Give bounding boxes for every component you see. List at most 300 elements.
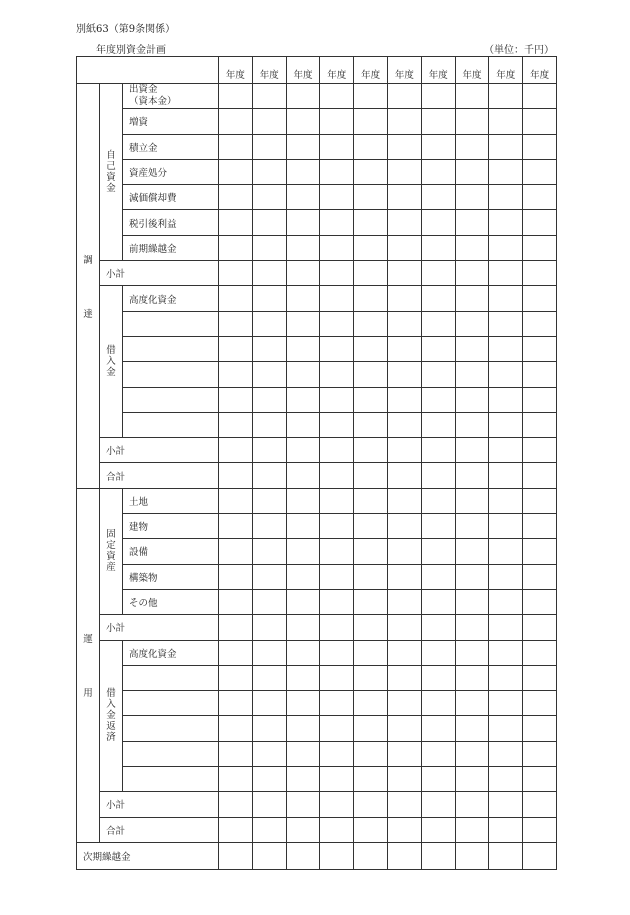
subtotal-value-cell[interactable]	[455, 792, 489, 817]
borrowings-value-cell[interactable]	[421, 362, 455, 387]
own_funds-value-cell[interactable]	[219, 109, 253, 134]
borrowings-value-cell[interactable]	[455, 387, 489, 412]
own_funds-value-cell[interactable]	[489, 185, 523, 210]
borrowings-value-cell[interactable]	[219, 311, 253, 336]
fixed_assets-value-cell[interactable]	[388, 589, 422, 614]
borrowings-value-cell[interactable]	[388, 412, 422, 437]
borrowings-value-cell[interactable]	[455, 311, 489, 336]
repayment-value-cell[interactable]	[489, 767, 523, 792]
own_funds-value-cell[interactable]	[320, 185, 354, 210]
subtotal-value-cell[interactable]	[354, 792, 388, 817]
total-value-cell[interactable]	[421, 817, 455, 842]
subtotal-value-cell[interactable]	[388, 792, 422, 817]
own_funds-value-cell[interactable]	[354, 185, 388, 210]
own_funds-value-cell[interactable]	[320, 210, 354, 235]
carryover-value-cell[interactable]	[523, 842, 557, 869]
repayment-value-cell[interactable]	[421, 640, 455, 665]
repayment-value-cell[interactable]	[320, 640, 354, 665]
borrowings-value-cell[interactable]	[320, 362, 354, 387]
own_funds-value-cell[interactable]	[252, 235, 286, 260]
total-value-cell[interactable]	[489, 463, 523, 488]
own_funds-value-cell[interactable]	[489, 159, 523, 184]
fixed_assets-value-cell[interactable]	[219, 539, 253, 564]
borrowings-value-cell[interactable]	[388, 336, 422, 361]
borrowings-value-cell[interactable]	[455, 286, 489, 311]
repayment-value-cell[interactable]	[320, 741, 354, 766]
borrowings-value-cell[interactable]	[320, 412, 354, 437]
fixed_assets-value-cell[interactable]	[320, 539, 354, 564]
own_funds-value-cell[interactable]	[421, 84, 455, 109]
repayment-value-cell[interactable]	[523, 665, 557, 690]
own_funds-value-cell[interactable]	[252, 109, 286, 134]
fixed_assets-value-cell[interactable]	[523, 589, 557, 614]
repayment-value-cell[interactable]	[421, 691, 455, 716]
subtotal-value-cell[interactable]	[489, 615, 523, 640]
repayment-value-cell[interactable]	[354, 665, 388, 690]
own_funds-value-cell[interactable]	[320, 84, 354, 109]
subtotal-value-cell[interactable]	[388, 438, 422, 463]
borrowings-value-cell[interactable]	[421, 286, 455, 311]
total-value-cell[interactable]	[219, 817, 253, 842]
repayment-value-cell[interactable]	[421, 741, 455, 766]
own_funds-value-cell[interactable]	[320, 235, 354, 260]
subtotal-value-cell[interactable]	[252, 261, 286, 286]
borrowings-value-cell[interactable]	[354, 412, 388, 437]
own_funds-value-cell[interactable]	[219, 235, 253, 260]
repayment-value-cell[interactable]	[455, 665, 489, 690]
own_funds-value-cell[interactable]	[421, 210, 455, 235]
carryover-value-cell[interactable]	[455, 842, 489, 869]
borrowings-value-cell[interactable]	[252, 412, 286, 437]
borrowings-value-cell[interactable]	[252, 387, 286, 412]
own_funds-value-cell[interactable]	[489, 84, 523, 109]
fixed_assets-value-cell[interactable]	[286, 589, 320, 614]
total-value-cell[interactable]	[219, 463, 253, 488]
subtotal-value-cell[interactable]	[354, 615, 388, 640]
total-value-cell[interactable]	[388, 463, 422, 488]
repayment-value-cell[interactable]	[219, 691, 253, 716]
borrowings-value-cell[interactable]	[286, 336, 320, 361]
own_funds-value-cell[interactable]	[455, 210, 489, 235]
carryover-value-cell[interactable]	[354, 842, 388, 869]
fixed_assets-value-cell[interactable]	[421, 589, 455, 614]
subtotal-value-cell[interactable]	[320, 261, 354, 286]
fixed_assets-value-cell[interactable]	[523, 564, 557, 589]
own_funds-value-cell[interactable]	[455, 235, 489, 260]
subtotal-value-cell[interactable]	[252, 792, 286, 817]
own_funds-value-cell[interactable]	[455, 109, 489, 134]
subtotal-value-cell[interactable]	[489, 792, 523, 817]
fixed_assets-value-cell[interactable]	[388, 514, 422, 539]
borrowings-value-cell[interactable]	[320, 311, 354, 336]
fixed_assets-value-cell[interactable]	[455, 589, 489, 614]
subtotal-value-cell[interactable]	[286, 438, 320, 463]
own_funds-value-cell[interactable]	[388, 134, 422, 159]
fixed_assets-value-cell[interactable]	[455, 514, 489, 539]
repayment-value-cell[interactable]	[286, 640, 320, 665]
repayment-value-cell[interactable]	[421, 767, 455, 792]
borrowings-value-cell[interactable]	[523, 362, 557, 387]
carryover-value-cell[interactable]	[219, 842, 253, 869]
repayment-value-cell[interactable]	[219, 640, 253, 665]
repayment-value-cell[interactable]	[286, 767, 320, 792]
repayment-value-cell[interactable]	[523, 640, 557, 665]
own_funds-value-cell[interactable]	[489, 235, 523, 260]
own_funds-value-cell[interactable]	[354, 159, 388, 184]
own_funds-value-cell[interactable]	[286, 235, 320, 260]
repayment-value-cell[interactable]	[455, 716, 489, 741]
repayment-value-cell[interactable]	[354, 691, 388, 716]
own_funds-value-cell[interactable]	[286, 210, 320, 235]
own_funds-value-cell[interactable]	[354, 84, 388, 109]
subtotal-value-cell[interactable]	[489, 261, 523, 286]
repayment-value-cell[interactable]	[286, 716, 320, 741]
fixed_assets-value-cell[interactable]	[388, 539, 422, 564]
fixed_assets-value-cell[interactable]	[286, 488, 320, 513]
repayment-value-cell[interactable]	[252, 716, 286, 741]
borrowings-value-cell[interactable]	[421, 387, 455, 412]
borrowings-value-cell[interactable]	[489, 336, 523, 361]
fixed_assets-value-cell[interactable]	[320, 589, 354, 614]
own_funds-value-cell[interactable]	[219, 159, 253, 184]
borrowings-value-cell[interactable]	[421, 412, 455, 437]
own_funds-value-cell[interactable]	[219, 134, 253, 159]
repayment-value-cell[interactable]	[455, 640, 489, 665]
own_funds-value-cell[interactable]	[455, 159, 489, 184]
borrowings-value-cell[interactable]	[320, 286, 354, 311]
repayment-value-cell[interactable]	[489, 640, 523, 665]
fixed_assets-value-cell[interactable]	[455, 488, 489, 513]
borrowings-value-cell[interactable]	[286, 412, 320, 437]
carryover-value-cell[interactable]	[286, 842, 320, 869]
subtotal-value-cell[interactable]	[286, 792, 320, 817]
fixed_assets-value-cell[interactable]	[320, 564, 354, 589]
borrowings-value-cell[interactable]	[421, 336, 455, 361]
repayment-value-cell[interactable]	[388, 767, 422, 792]
repayment-value-cell[interactable]	[354, 741, 388, 766]
repayment-value-cell[interactable]	[354, 767, 388, 792]
repayment-value-cell[interactable]	[219, 716, 253, 741]
own_funds-value-cell[interactable]	[219, 84, 253, 109]
borrowings-value-cell[interactable]	[489, 311, 523, 336]
subtotal-value-cell[interactable]	[219, 438, 253, 463]
borrowings-value-cell[interactable]	[354, 336, 388, 361]
borrowings-value-cell[interactable]	[252, 336, 286, 361]
repayment-value-cell[interactable]	[219, 741, 253, 766]
repayment-value-cell[interactable]	[219, 665, 253, 690]
fixed_assets-value-cell[interactable]	[354, 488, 388, 513]
borrowings-value-cell[interactable]	[388, 311, 422, 336]
total-value-cell[interactable]	[252, 463, 286, 488]
own_funds-value-cell[interactable]	[286, 84, 320, 109]
borrowings-value-cell[interactable]	[489, 412, 523, 437]
repayment-value-cell[interactable]	[489, 665, 523, 690]
own_funds-value-cell[interactable]	[320, 134, 354, 159]
own_funds-value-cell[interactable]	[523, 210, 557, 235]
borrowings-value-cell[interactable]	[320, 336, 354, 361]
own_funds-value-cell[interactable]	[523, 159, 557, 184]
fixed_assets-value-cell[interactable]	[388, 564, 422, 589]
repayment-value-cell[interactable]	[252, 741, 286, 766]
own_funds-value-cell[interactable]	[388, 159, 422, 184]
repayment-value-cell[interactable]	[252, 691, 286, 716]
own_funds-value-cell[interactable]	[354, 109, 388, 134]
borrowings-value-cell[interactable]	[421, 311, 455, 336]
fixed_assets-value-cell[interactable]	[286, 514, 320, 539]
repayment-value-cell[interactable]	[320, 691, 354, 716]
borrowings-value-cell[interactable]	[219, 362, 253, 387]
carryover-value-cell[interactable]	[388, 842, 422, 869]
borrowings-value-cell[interactable]	[523, 412, 557, 437]
own_funds-value-cell[interactable]	[320, 159, 354, 184]
fixed_assets-value-cell[interactable]	[523, 488, 557, 513]
total-value-cell[interactable]	[286, 463, 320, 488]
borrowings-value-cell[interactable]	[523, 311, 557, 336]
total-value-cell[interactable]	[252, 817, 286, 842]
subtotal-value-cell[interactable]	[421, 615, 455, 640]
fixed_assets-value-cell[interactable]	[286, 539, 320, 564]
subtotal-value-cell[interactable]	[421, 438, 455, 463]
own_funds-value-cell[interactable]	[354, 235, 388, 260]
own_funds-value-cell[interactable]	[252, 134, 286, 159]
own_funds-value-cell[interactable]	[489, 134, 523, 159]
own_funds-value-cell[interactable]	[523, 235, 557, 260]
fixed_assets-value-cell[interactable]	[388, 488, 422, 513]
own_funds-value-cell[interactable]	[489, 210, 523, 235]
own_funds-value-cell[interactable]	[252, 84, 286, 109]
repayment-value-cell[interactable]	[388, 665, 422, 690]
borrowings-value-cell[interactable]	[219, 336, 253, 361]
own_funds-value-cell[interactable]	[286, 109, 320, 134]
own_funds-value-cell[interactable]	[388, 109, 422, 134]
repayment-value-cell[interactable]	[388, 691, 422, 716]
fixed_assets-value-cell[interactable]	[421, 488, 455, 513]
own_funds-value-cell[interactable]	[421, 134, 455, 159]
own_funds-value-cell[interactable]	[388, 185, 422, 210]
repayment-value-cell[interactable]	[388, 716, 422, 741]
fixed_assets-value-cell[interactable]	[354, 539, 388, 564]
fixed_assets-value-cell[interactable]	[489, 488, 523, 513]
subtotal-value-cell[interactable]	[455, 438, 489, 463]
fixed_assets-value-cell[interactable]	[354, 564, 388, 589]
repayment-value-cell[interactable]	[252, 665, 286, 690]
fixed_assets-value-cell[interactable]	[219, 514, 253, 539]
subtotal-value-cell[interactable]	[523, 438, 557, 463]
fixed_assets-value-cell[interactable]	[489, 539, 523, 564]
repayment-value-cell[interactable]	[523, 716, 557, 741]
borrowings-value-cell[interactable]	[219, 412, 253, 437]
repayment-value-cell[interactable]	[523, 741, 557, 766]
repayment-value-cell[interactable]	[320, 767, 354, 792]
borrowings-value-cell[interactable]	[252, 311, 286, 336]
own_funds-value-cell[interactable]	[388, 235, 422, 260]
repayment-value-cell[interactable]	[219, 767, 253, 792]
subtotal-value-cell[interactable]	[219, 615, 253, 640]
fixed_assets-value-cell[interactable]	[252, 564, 286, 589]
repayment-value-cell[interactable]	[489, 741, 523, 766]
own_funds-value-cell[interactable]	[388, 210, 422, 235]
subtotal-value-cell[interactable]	[354, 261, 388, 286]
fixed_assets-value-cell[interactable]	[219, 589, 253, 614]
own_funds-value-cell[interactable]	[219, 210, 253, 235]
fixed_assets-value-cell[interactable]	[286, 564, 320, 589]
borrowings-value-cell[interactable]	[455, 412, 489, 437]
subtotal-value-cell[interactable]	[523, 261, 557, 286]
carryover-value-cell[interactable]	[421, 842, 455, 869]
own_funds-value-cell[interactable]	[489, 109, 523, 134]
repayment-value-cell[interactable]	[523, 767, 557, 792]
subtotal-value-cell[interactable]	[455, 615, 489, 640]
fixed_assets-value-cell[interactable]	[455, 564, 489, 589]
carryover-value-cell[interactable]	[320, 842, 354, 869]
borrowings-value-cell[interactable]	[320, 387, 354, 412]
repayment-value-cell[interactable]	[489, 716, 523, 741]
borrowings-value-cell[interactable]	[252, 362, 286, 387]
own_funds-value-cell[interactable]	[523, 109, 557, 134]
borrowings-value-cell[interactable]	[354, 311, 388, 336]
repayment-value-cell[interactable]	[523, 691, 557, 716]
repayment-value-cell[interactable]	[252, 640, 286, 665]
repayment-value-cell[interactable]	[455, 741, 489, 766]
borrowings-value-cell[interactable]	[354, 286, 388, 311]
borrowings-value-cell[interactable]	[523, 387, 557, 412]
fixed_assets-value-cell[interactable]	[455, 539, 489, 564]
fixed_assets-value-cell[interactable]	[320, 488, 354, 513]
own_funds-value-cell[interactable]	[354, 134, 388, 159]
subtotal-value-cell[interactable]	[286, 261, 320, 286]
total-value-cell[interactable]	[354, 463, 388, 488]
fixed_assets-value-cell[interactable]	[320, 514, 354, 539]
total-value-cell[interactable]	[320, 817, 354, 842]
subtotal-value-cell[interactable]	[489, 438, 523, 463]
subtotal-value-cell[interactable]	[219, 792, 253, 817]
borrowings-value-cell[interactable]	[455, 336, 489, 361]
total-value-cell[interactable]	[523, 463, 557, 488]
fixed_assets-value-cell[interactable]	[489, 564, 523, 589]
subtotal-value-cell[interactable]	[523, 615, 557, 640]
repayment-value-cell[interactable]	[388, 741, 422, 766]
borrowings-value-cell[interactable]	[489, 387, 523, 412]
fixed_assets-value-cell[interactable]	[252, 539, 286, 564]
borrowings-value-cell[interactable]	[455, 362, 489, 387]
borrowings-value-cell[interactable]	[354, 362, 388, 387]
repayment-value-cell[interactable]	[320, 716, 354, 741]
carryover-value-cell[interactable]	[489, 842, 523, 869]
fixed_assets-value-cell[interactable]	[252, 514, 286, 539]
own_funds-value-cell[interactable]	[286, 185, 320, 210]
fixed_assets-value-cell[interactable]	[523, 514, 557, 539]
repayment-value-cell[interactable]	[354, 716, 388, 741]
own_funds-value-cell[interactable]	[455, 84, 489, 109]
own_funds-value-cell[interactable]	[455, 134, 489, 159]
fixed_assets-value-cell[interactable]	[421, 539, 455, 564]
total-value-cell[interactable]	[388, 817, 422, 842]
subtotal-value-cell[interactable]	[320, 438, 354, 463]
own_funds-value-cell[interactable]	[252, 210, 286, 235]
total-value-cell[interactable]	[286, 817, 320, 842]
repayment-value-cell[interactable]	[286, 665, 320, 690]
own_funds-value-cell[interactable]	[421, 235, 455, 260]
subtotal-value-cell[interactable]	[286, 615, 320, 640]
borrowings-value-cell[interactable]	[388, 387, 422, 412]
borrowings-value-cell[interactable]	[252, 286, 286, 311]
borrowings-value-cell[interactable]	[219, 286, 253, 311]
borrowings-value-cell[interactable]	[286, 311, 320, 336]
own_funds-value-cell[interactable]	[286, 134, 320, 159]
carryover-value-cell[interactable]	[252, 842, 286, 869]
total-value-cell[interactable]	[320, 463, 354, 488]
total-value-cell[interactable]	[523, 817, 557, 842]
subtotal-value-cell[interactable]	[455, 261, 489, 286]
borrowings-value-cell[interactable]	[489, 362, 523, 387]
fixed_assets-value-cell[interactable]	[252, 488, 286, 513]
subtotal-value-cell[interactable]	[252, 438, 286, 463]
borrowings-value-cell[interactable]	[286, 286, 320, 311]
repayment-value-cell[interactable]	[320, 665, 354, 690]
borrowings-value-cell[interactable]	[354, 387, 388, 412]
own_funds-value-cell[interactable]	[286, 159, 320, 184]
borrowings-value-cell[interactable]	[219, 387, 253, 412]
total-value-cell[interactable]	[455, 463, 489, 488]
fixed_assets-value-cell[interactable]	[421, 514, 455, 539]
own_funds-value-cell[interactable]	[523, 84, 557, 109]
subtotal-value-cell[interactable]	[320, 792, 354, 817]
borrowings-value-cell[interactable]	[388, 286, 422, 311]
own_funds-value-cell[interactable]	[421, 185, 455, 210]
own_funds-value-cell[interactable]	[455, 185, 489, 210]
subtotal-value-cell[interactable]	[421, 261, 455, 286]
subtotal-value-cell[interactable]	[388, 615, 422, 640]
borrowings-value-cell[interactable]	[523, 286, 557, 311]
subtotal-value-cell[interactable]	[421, 792, 455, 817]
repayment-value-cell[interactable]	[388, 640, 422, 665]
fixed_assets-value-cell[interactable]	[523, 539, 557, 564]
borrowings-value-cell[interactable]	[286, 387, 320, 412]
fixed_assets-value-cell[interactable]	[252, 589, 286, 614]
fixed_assets-value-cell[interactable]	[489, 589, 523, 614]
borrowings-value-cell[interactable]	[388, 362, 422, 387]
repayment-value-cell[interactable]	[286, 741, 320, 766]
own_funds-value-cell[interactable]	[523, 185, 557, 210]
own_funds-value-cell[interactable]	[252, 185, 286, 210]
subtotal-value-cell[interactable]	[252, 615, 286, 640]
total-value-cell[interactable]	[455, 817, 489, 842]
own_funds-value-cell[interactable]	[523, 134, 557, 159]
fixed_assets-value-cell[interactable]	[219, 564, 253, 589]
fixed_assets-value-cell[interactable]	[219, 488, 253, 513]
subtotal-value-cell[interactable]	[354, 438, 388, 463]
repayment-value-cell[interactable]	[354, 640, 388, 665]
repayment-value-cell[interactable]	[252, 767, 286, 792]
own_funds-value-cell[interactable]	[388, 84, 422, 109]
borrowings-value-cell[interactable]	[489, 286, 523, 311]
borrowings-value-cell[interactable]	[523, 336, 557, 361]
subtotal-value-cell[interactable]	[219, 261, 253, 286]
fixed_assets-value-cell[interactable]	[354, 589, 388, 614]
repayment-value-cell[interactable]	[421, 716, 455, 741]
own_funds-value-cell[interactable]	[252, 159, 286, 184]
fixed_assets-value-cell[interactable]	[489, 514, 523, 539]
subtotal-value-cell[interactable]	[320, 615, 354, 640]
fixed_assets-value-cell[interactable]	[354, 514, 388, 539]
repayment-value-cell[interactable]	[286, 691, 320, 716]
total-value-cell[interactable]	[354, 817, 388, 842]
subtotal-value-cell[interactable]	[523, 792, 557, 817]
own_funds-value-cell[interactable]	[421, 109, 455, 134]
fixed_assets-value-cell[interactable]	[421, 564, 455, 589]
borrowings-value-cell[interactable]	[286, 362, 320, 387]
own_funds-value-cell[interactable]	[421, 159, 455, 184]
